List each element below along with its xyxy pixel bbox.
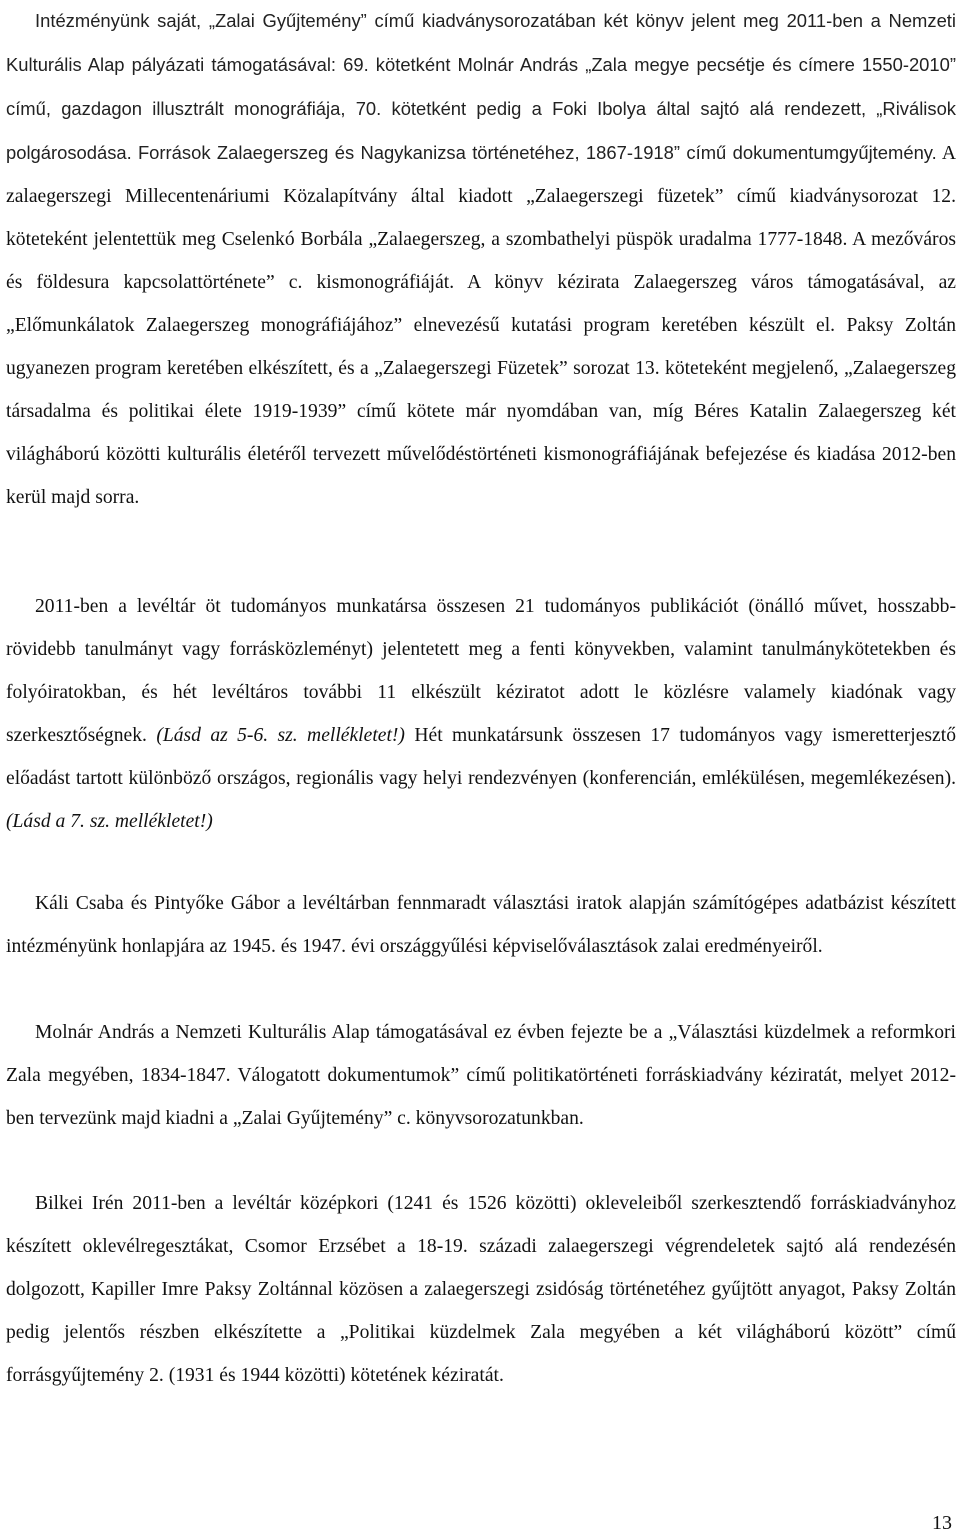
paragraph-publications: [6, 0, 956, 519]
staff-lectures-text: Hét munkatársunk összesen 17 tudományos vagy ismeretterjesztő előadást tartott különböző országos, regionális vagy helyi rendezvényen (konferencián, emlékülésen, megemlékezésen).: [6, 725, 956, 789]
annex-reference-5-6: (Lásd az 5-6. sz. mellékletet!): [156, 725, 405, 746]
staff-publications-text: 2011-ben a levéltár öt tudományos munkatársa összesen 21 tudományos publikációt (önálló művet, hosszabb-rövidebb tanulmányt vagy forrásközleményt) jelentetett meg a fenti könyvekben, valamint tanulmánykötetekben és folyóiratokban, és hét levéltáros további 11 elkészült kéziratot adott le közlésre valamely kiadónak vagy szerkesztőségnek.: [6, 596, 956, 746]
paragraph-source-editions: Bilkei Irén 2011-ben a levéltár középkori (1241 és 1526 közötti) okleveleiből szerkesztendő forráskiadványhoz készített oklevélregesztákat, Csomor Erzsébet a 18-19. századi zalaegerszegi végrendeletek sajtó alá rendezésén dolgozott, Kapiller Imre Paksy Zoltánnal közösen a zalaegerszegi zsidóság történetéhez gyűjtött anyagot, Paksy Zoltán pedig jelentős részben elkészítette a „Politikai küzdelmek Zala megyében a két világháború között” című forrásgyűjtemény 2. (1931 és 1944 közötti) kötetének kéziratát.: [6, 1193, 956, 1386]
paragraph-molnar-edition: Molnár András a Nemzeti Kulturális Alap támogatásával ez évben fejezte be a „Választási küzdelmek a reformkori Zala megyében, 1834-1847. Válogatott dokumentumok” című politikatörténeti forráskiadvány kéziratát, melyet 2012-ben tervezünk majd kiadni a „Zalai Gyűjtemény” c. könyvsorozatunkban.: [6, 1022, 956, 1129]
paragraph-staff-publications: [6, 585, 956, 843]
publications-text-sans: Intézményünk saját, „Zalai Gyűjtemény” című kiadványsorozatában két könyv jelent meg 2011-ben a Nemzeti Kulturális Alap pályázati támogatásával: 69. kötetként Molnár András „Zala megye pecsétje és címere 1550-2010” című, gazdagon illusztrált monográfiája, 70. kötetként pedig a Foki Ibolya által sajtó alá rendezett, „Riválisok polgárosodása.: [6, 10, 956, 163]
page-number: 13: [932, 1512, 952, 1534]
publications-text-serif: A zalaegerszegi Millecentenáriumi Közalapítvány által kiadott „Zalaegerszegi füzetek” című kiadványsorozat 12. köteteként jelentettük meg Cselenkó Borbála „Zalaegerszeg, a szombathelyi püspök uradalma 1777-1848. A mezőváros és földesura kapcsolattörténete” c. kismonográfiáját. A könyv kézirata Zalaegerszeg város támogatásával, az „Előmunkálatok Zalaegerszeg monográfiájához” elnevezésű kutatási program keretében készült el. Paksy Zoltán ugyanezen program keretében elkészített, és a „Zalaegerszegi Füzetek” sorozat 13. köteteként megjelenő, „Zalaegerszeg társadalma és politikai élete 1919-1939” című kötete már nyomdában van, míg Béres Katalin Zalaegerszeg két világháború közötti kulturális életéről tervezett művelődéstörténeti kismonográfiájának befejezése és kiadása 2012-ben kerül majd sorra.: [6, 143, 956, 508]
annex-reference-7: (Lásd a 7. sz. mellékletet!): [6, 811, 213, 832]
publications-text-sans-cont: Források Zalaegerszeg és Nagykanizsa történetéhez, 1867-1918” című dokumentumgyűjtemény.: [137, 142, 937, 163]
paragraph-election-database: Káli Csaba és Pintyőke Gábor a levéltárban fennmaradt választási iratok alapján számítógépes adatbázist készített intézményünk honlapjára az 1945. és 1947. évi országgyűlési képviselőválasztások zalai eredményeiről.: [6, 893, 956, 957]
